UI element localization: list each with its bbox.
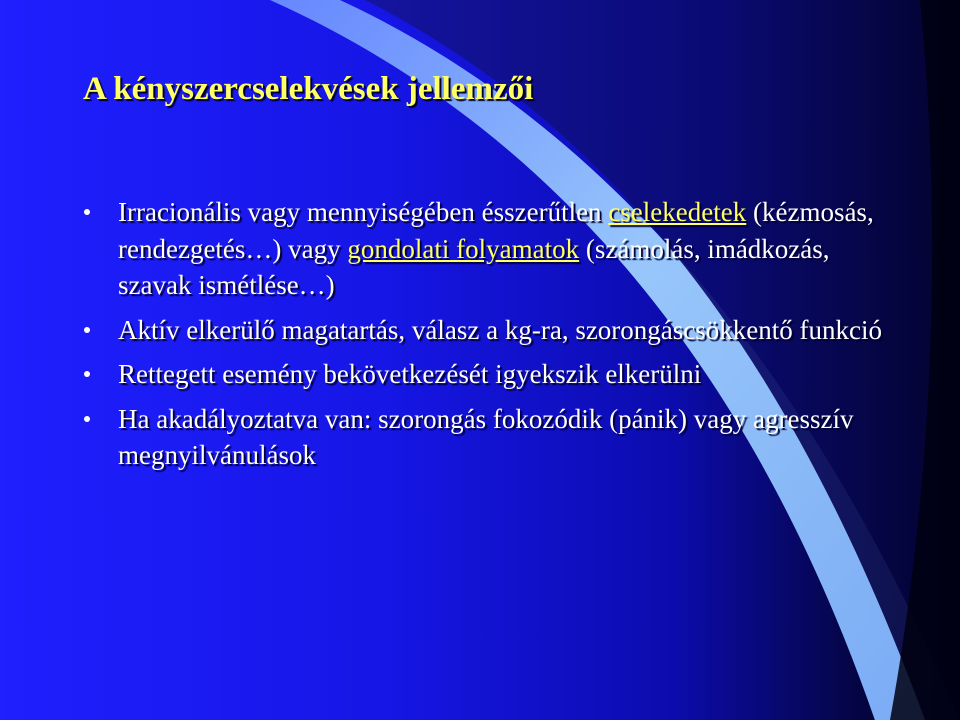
bullet-item-4	[118, 401, 898, 474]
bullet-dot-icon	[84, 416, 90, 422]
bullet-3-text: Rettegett esemény bekövetkezését igyekszik elkerülni	[118, 359, 702, 389]
bullet-item-3	[118, 356, 898, 393]
bullet-item-1	[118, 194, 898, 304]
bullet-4-text: Ha akadályoztatva van: szorongás fokozódik (pánik) vagy agresszív megnyilvánulások	[118, 403, 854, 470]
bullet-dot-icon	[84, 327, 90, 333]
link-cselekedetek[interactable]: cselekedetek	[608, 197, 747, 227]
bullet-list	[118, 194, 898, 482]
bullet-item-2	[118, 312, 898, 349]
bullet-1-text-b: (kézmosás, rendezgetés…) vagy	[118, 197, 874, 264]
slide-title: A kényszercselekvések jellemzői	[83, 71, 534, 107]
bullet-1-text-c: (számolás, imádkozás, szavak ismétlése…)	[118, 233, 830, 300]
bullet-1-text-a: Irracionális vagy mennyiségében ésszerűtlen	[118, 197, 609, 227]
bullet-dot-icon	[84, 371, 90, 377]
bullet-dot-icon	[84, 209, 90, 215]
link-gondolati-folyamatok[interactable]: gondolati folyamatok	[347, 233, 580, 264]
bullet-2-text: Aktív elkerülő magatartás, válasz a kg-ra, szorongáscsökkentő funkció	[118, 314, 882, 345]
